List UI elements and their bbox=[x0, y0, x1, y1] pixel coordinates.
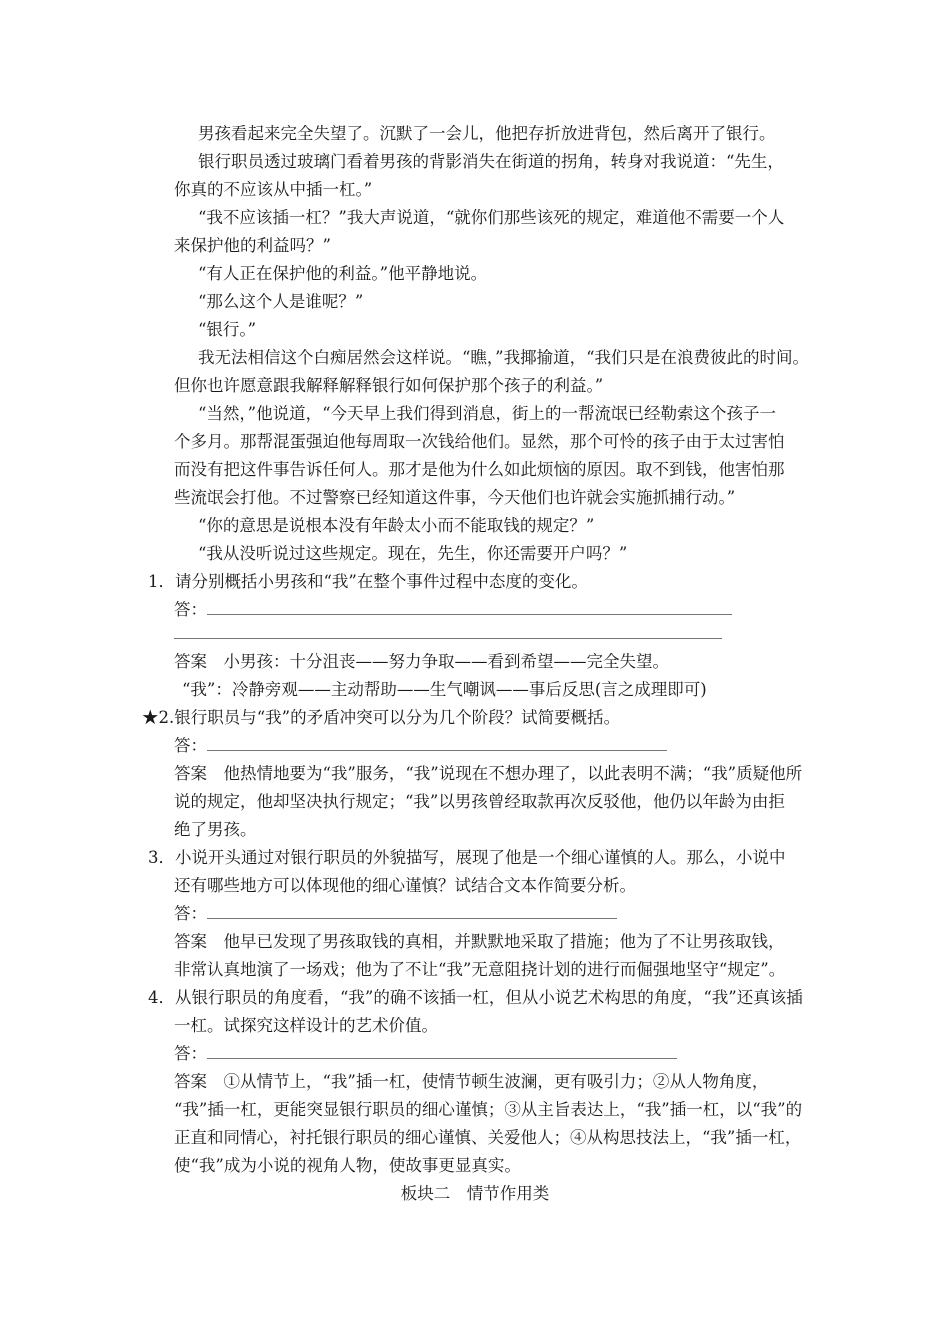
question-4-line-1: 4．从银行职员的角度看，“我”的确不该插一杠，但从小说艺术构思的角度，“我”还真该插 bbox=[148, 988, 803, 1007]
answer-line-3 bbox=[174, 736, 667, 756]
answer-label: 答： bbox=[174, 600, 207, 619]
answer-blank bbox=[207, 904, 617, 919]
passage-line-11: “当然，”他说道，“今天早上我们得到消息，街上的一帮流氓已经勒索这个孩子一 bbox=[198, 404, 777, 423]
question-3-line-1: 3．小说开头通过对银行职员的外貌描写，展现了他是一个细心谨慎的人。那么，小说中 bbox=[148, 848, 786, 867]
passage-line-6: “有人正在保护他的利益。”他平静地说。 bbox=[198, 264, 488, 283]
answer-key-3-line-1: 答案 他早已发现了男孩取钱的真相，并默默地采取了措施；他为了不让男孩取钱， bbox=[174, 932, 785, 951]
passage-line-14: 些流氓会打他。不过警察已经知道这件事，今天他们也许就会实施抓捕行动。” bbox=[174, 488, 736, 507]
answer-blank bbox=[207, 600, 732, 615]
answer-line-4 bbox=[174, 904, 617, 924]
answer-label: 答： bbox=[174, 736, 207, 755]
answer-label: 答： bbox=[174, 1044, 207, 1063]
question-2: ★2.银行职员与“我”的矛盾冲突可以分为几个阶段？试简要概括。 bbox=[142, 708, 621, 727]
section-title: 板块二 情节作用类 bbox=[400, 1184, 550, 1203]
question-4-line-2: 一杠。试探究这样设计的艺术价值。 bbox=[174, 1016, 438, 1035]
passage-line-10: 但你也许愿意跟我解释解释银行如何保护那个孩子的利益。” bbox=[174, 376, 604, 395]
answer-key-3-line-2: 非常认真地演了一场戏；他为了不让“我”无意阻挠计划的进行而倔强地坚守“规定”。 bbox=[174, 960, 786, 979]
passage-line-5: 来保护他的利益吗？” bbox=[174, 236, 331, 255]
answer-line-1 bbox=[174, 600, 732, 620]
answer-key-2-line-3: 绝了男孩。 bbox=[174, 820, 257, 839]
passage-line-4: “我不应该插一杠？”我大声说道，“就你们那些该死的规定，难道他不需要一个人 bbox=[198, 208, 785, 227]
question-3-line-2: 还有哪些地方可以体现他的细心谨慎？试结合文本作简要分析。 bbox=[174, 876, 636, 895]
passage-line-1: 男孩看起来完全失望了。沉默了一会儿，他把存折放进背包，然后离开了银行。 bbox=[198, 124, 776, 143]
passage-line-16: “我从没听说过这些规定。现在，先生，你还需要开户吗？” bbox=[198, 544, 628, 563]
answer-key-1-line-2: “我”：冷静旁观——主动帮助——生气嘲讽——事后反思(言之成理即可) bbox=[182, 680, 707, 699]
passage-line-15: “你的意思是说根本没有年龄太小而不能取钱的规定？” bbox=[198, 516, 595, 535]
answer-key-1-line-1: 答案 小男孩：十分沮丧——努力争取——看到希望——完全失望。 bbox=[174, 652, 669, 671]
passage-line-2: 银行职员透过玻璃门看着男孩的背影消失在街道的拐角，转身对我说道：“先生， bbox=[198, 152, 784, 171]
answer-line-2 bbox=[174, 624, 722, 644]
answer-blank bbox=[207, 1044, 677, 1059]
answer-key-4-line-2: “我”插一杠，更能突显银行职员的细心谨慎；③从主旨表达上，“我”插一杠，以“我”的 bbox=[174, 1100, 803, 1119]
answer-blank bbox=[174, 624, 722, 639]
answer-key-4-line-1: 答案 ①从情节上，“我”插一杠，使情节顿生波澜，更有吸引力；②从人物角度， bbox=[174, 1072, 769, 1091]
passage-line-12: 个多月。那帮混蛋强迫他每周取一次钱给他们。显然，那个可怜的孩子由于太过害怕 bbox=[174, 432, 785, 451]
question-1: 1．请分别概括小男孩和“我”在整个事件过程中态度的变化。 bbox=[148, 572, 588, 591]
answer-label: 答： bbox=[174, 904, 207, 923]
passage-line-7: “那么这个人是谁呢？” bbox=[198, 292, 364, 311]
answer-key-2-line-2: 说的规定，他却坚决执行规定；“我”以男孩曾经取款再次反驳他，他仍以年龄为由拒 bbox=[174, 792, 785, 811]
passage-line-9: 我无法相信这个白痴居然会这样说。“瞧，”我揶揄道，“我们只是在浪费彼此的时间。 bbox=[198, 348, 810, 367]
passage-line-13: 而没有把这件事告诉任何人。那才是他为什么如此烦恼的原因。取不到钱，他害怕那 bbox=[174, 460, 785, 479]
answer-line-5 bbox=[174, 1044, 677, 1064]
passage-line-3: 你真的不应该从中插一杠。” bbox=[174, 180, 373, 199]
answer-key-4-line-3: 正直和同情心，衬托银行职员的细心谨慎、关爱他人；④从构思技法上，“我”插一杠， bbox=[174, 1128, 802, 1147]
answer-blank bbox=[207, 736, 667, 751]
answer-key-4-line-4: 使“我”成为小说的视角人物，使故事更显真实。 bbox=[174, 1156, 521, 1175]
answer-key-2-line-1: 答案 他热情地要为“我”服务，“我”说现在不想办理了，以此表明不满；“我”质疑他所 bbox=[174, 764, 803, 783]
passage-line-8: “银行。” bbox=[198, 320, 257, 339]
